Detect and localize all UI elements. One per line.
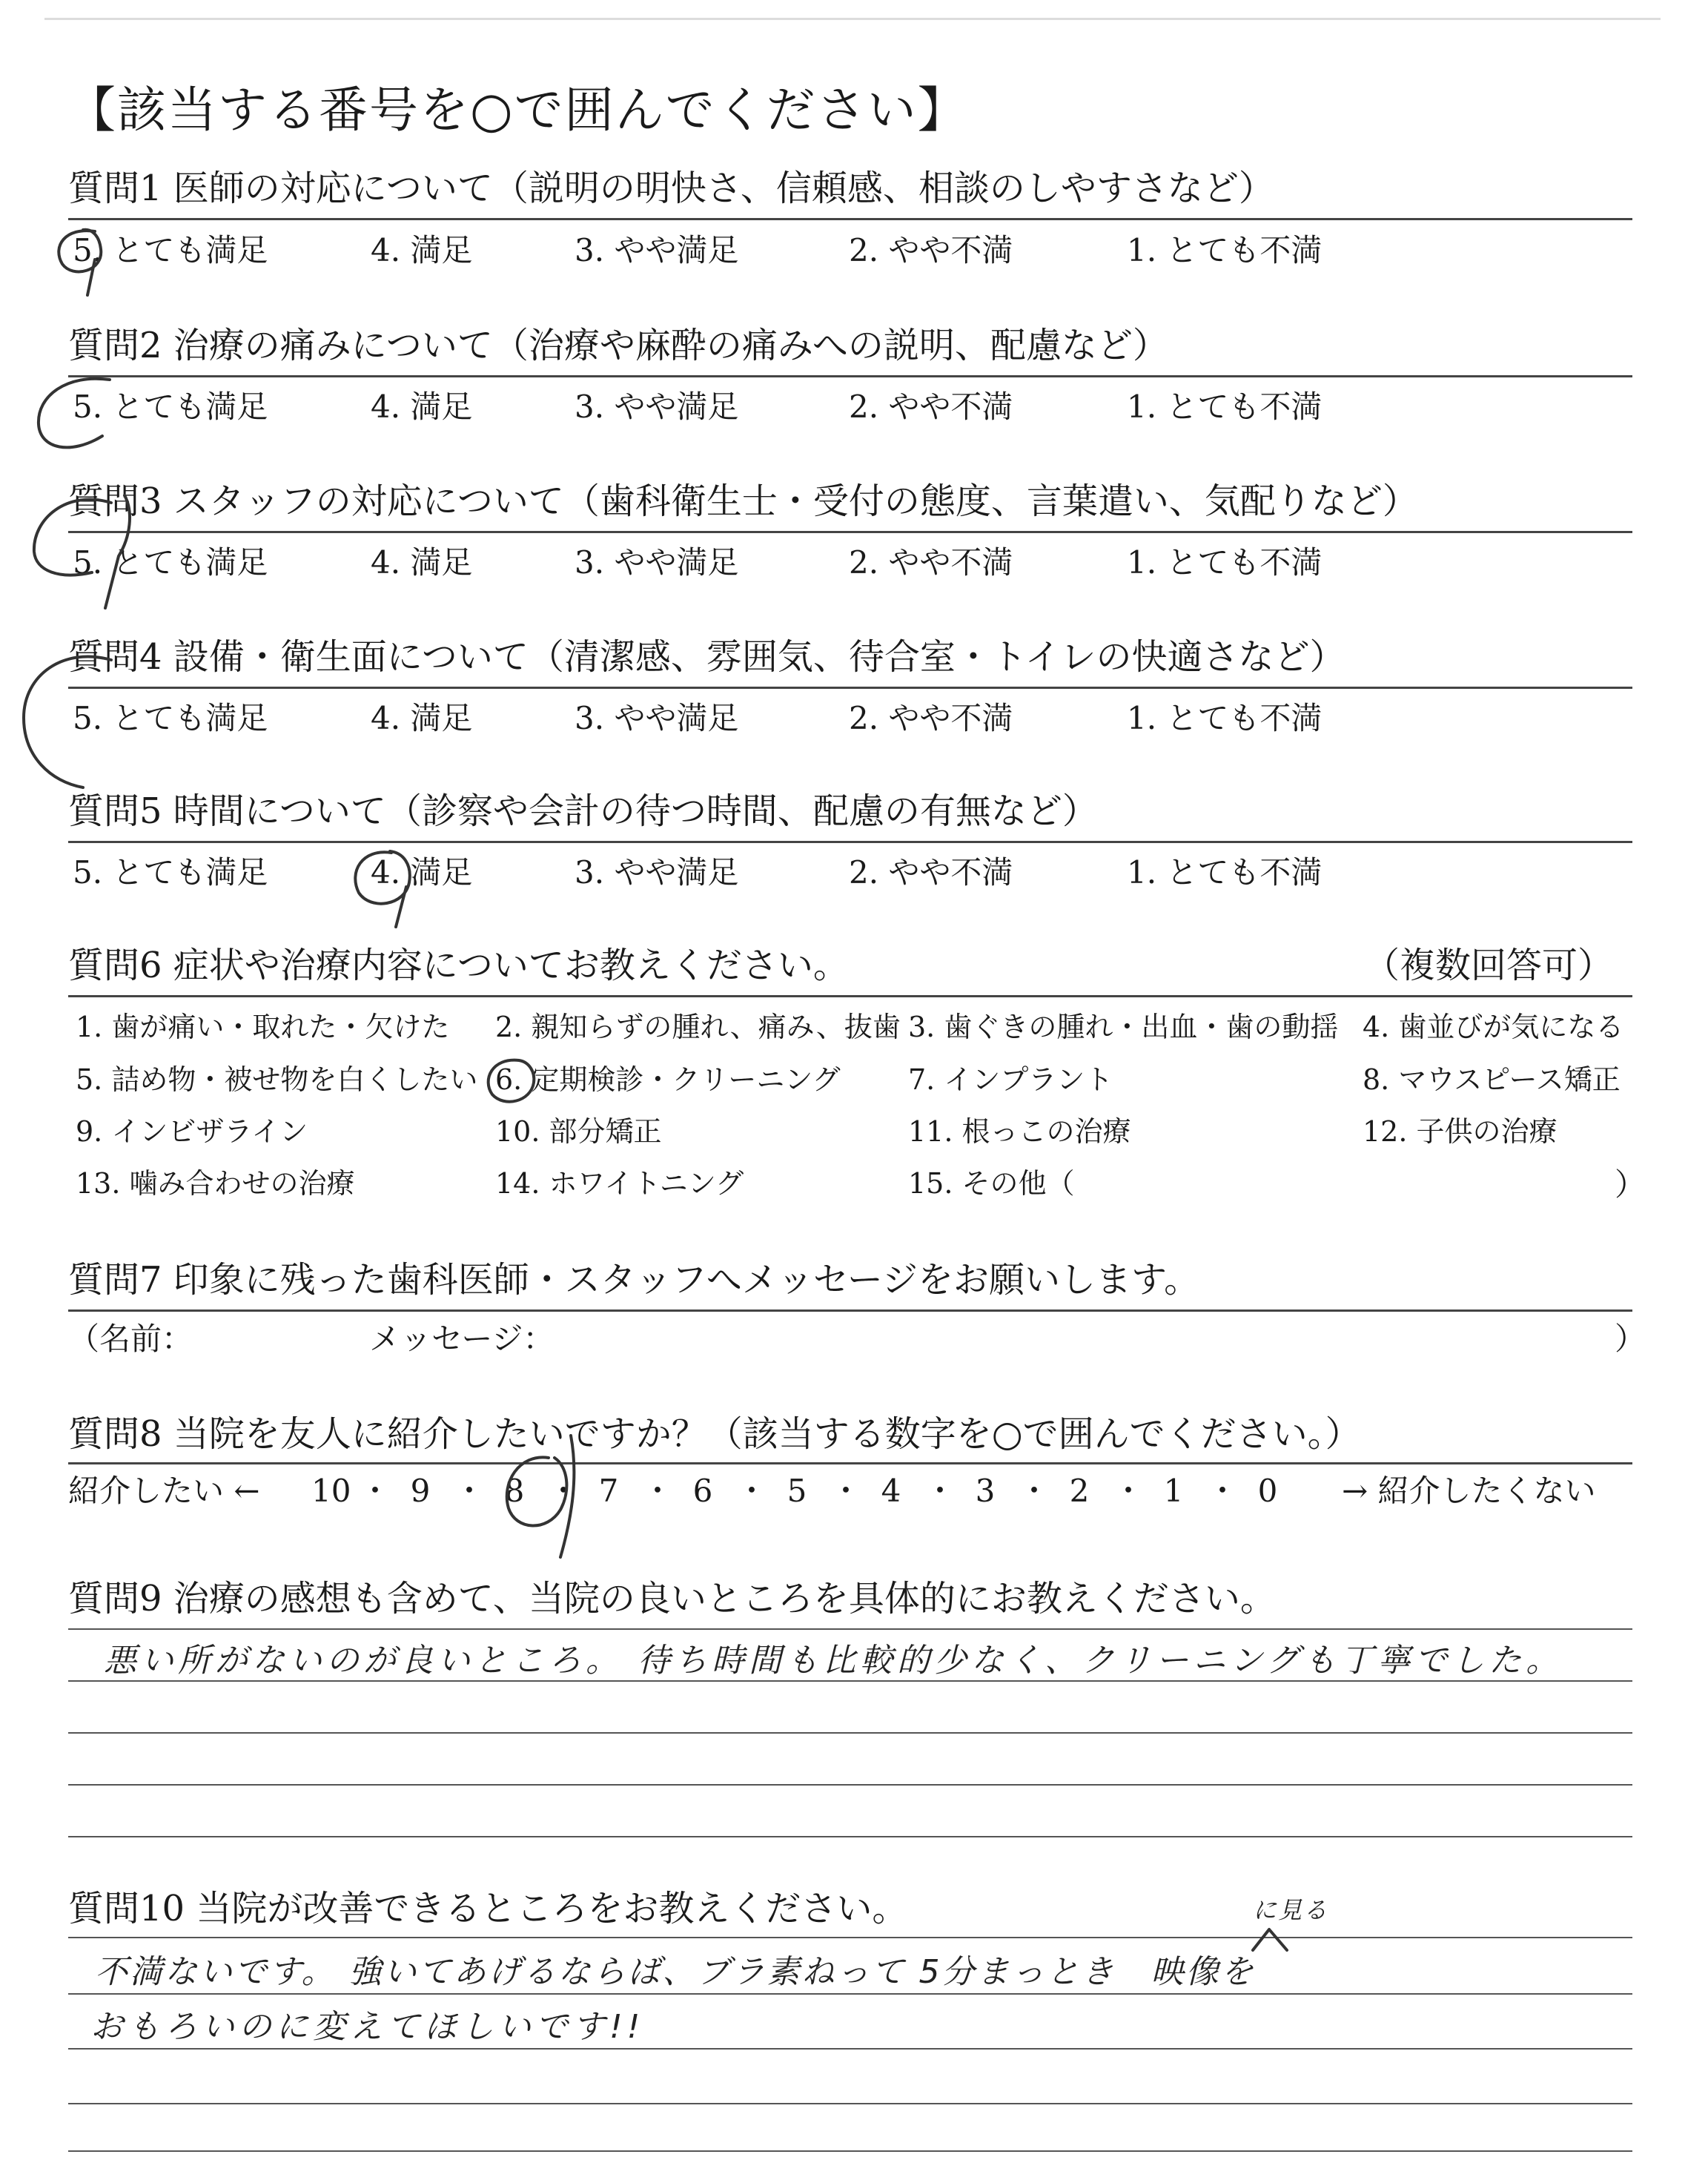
q6-rule (68, 995, 1632, 997)
q5-option-4[interactable]: 4. 満足 (371, 854, 473, 891)
q9-line-4 (68, 1784, 1632, 1786)
q8-scale-separator: ・ (1019, 1473, 1050, 1509)
q7-close-paren: ） (1615, 1321, 1646, 1357)
q4-option-1[interactable]: 1. とても不満 (1127, 700, 1323, 736)
q6-item-4[interactable]: 4. 歯並びが気になる (1363, 1011, 1624, 1043)
q6-item-2[interactable]: 2. 親知らずの腫れ、痛み、抜歯 (495, 1011, 901, 1043)
q3-option-5[interactable]: 5. とても満足 (73, 544, 268, 581)
q3-option-2[interactable]: 2. やや不満 (849, 544, 1013, 581)
q3-option-4[interactable]: 4. 満足 (371, 544, 473, 581)
q8-scale-value[interactable]: 7 (598, 1473, 619, 1509)
q1-option-4[interactable]: 4. 満足 (371, 232, 473, 268)
q1-option-5[interactable]: 5. とても満足 (73, 232, 268, 268)
q3-option-3[interactable]: 3. やや満足 (575, 544, 739, 581)
q6-item-11[interactable]: 11. 根っこの治療 (908, 1115, 1131, 1148)
q4-option-3[interactable]: 3. やや満足 (575, 700, 739, 736)
q8-scale-value[interactable]: 2 (1069, 1473, 1090, 1509)
q8-scale-separator: ・ (548, 1473, 580, 1509)
q1-option-2[interactable]: 2. やや不満 (849, 232, 1013, 268)
q10-line-3 (68, 2048, 1632, 2050)
q6-title: 質問6 症状や治療内容についてお教えください。 (68, 945, 849, 986)
q2-rule (68, 375, 1632, 377)
q8-scale-separator: ・ (360, 1473, 391, 1509)
q8-scale-separator: ・ (1207, 1473, 1239, 1509)
q8-scale-value[interactable]: 1 (1163, 1473, 1184, 1509)
q5-option-2[interactable]: 2. やや不満 (849, 854, 1013, 891)
q1-rule (68, 218, 1632, 220)
q7-title: 質問7 印象に残った歯科医師・スタッフへメッセージをお願いします。 (68, 1259, 1200, 1301)
q8-scale-separator: ・ (454, 1473, 486, 1509)
q1-title: 質問1 医師の対応について（説明の明快さ、信頼感、相談のしやすさなど） (68, 168, 1274, 209)
q8-scale-value[interactable]: 4 (881, 1473, 901, 1509)
q10-insert-note: に見る (1253, 1896, 1329, 1924)
q5-rule (68, 841, 1632, 843)
q5-option-1[interactable]: 1. とても不満 (1127, 854, 1323, 891)
q8-title: 質問8 当院を友人に紹介したいですか？（該当する数字を○で囲んでください。） (68, 1413, 1361, 1455)
page-heading: 【該当する番号を○で囲んでください】 (67, 82, 968, 139)
q6-item-14[interactable]: 14. ホワイトニング (495, 1167, 744, 1200)
q6-item-7[interactable]: 7. インプラント (908, 1063, 1113, 1096)
q9-line-3 (68, 1732, 1632, 1734)
q9-line-2 (68, 1680, 1632, 1682)
q8-scale-value[interactable]: 8 (504, 1473, 525, 1509)
q3-option-1[interactable]: 1. とても不満 (1127, 544, 1323, 581)
q1-option-3[interactable]: 3. やや満足 (575, 232, 739, 268)
q10-line-4 (68, 2103, 1632, 2104)
q3-rule (68, 531, 1632, 533)
q8-rule (68, 1462, 1632, 1464)
q6-item-8[interactable]: 8. マウスピース矯正 (1363, 1063, 1621, 1096)
q10-line-5 (68, 2150, 1632, 2152)
q10-line-2 (68, 1993, 1632, 1995)
q8-scale-value[interactable]: 0 (1257, 1473, 1278, 1509)
q5-option-5[interactable]: 5. とても満足 (73, 854, 268, 891)
q6-item-3[interactable]: 3. 歯ぐきの腫れ・出血・歯の動揺 (908, 1011, 1339, 1043)
q6-item-5[interactable]: 5. 詰め物・被せ物を白くしたい (76, 1063, 478, 1096)
q6-item-1[interactable]: 1. 歯が痛い・取れた・欠けた (76, 1011, 450, 1043)
q8-scale-separator: ・ (642, 1473, 674, 1509)
q6-item-13[interactable]: 13. 噛み合わせの治療 (76, 1167, 355, 1200)
q8-scale-separator: ・ (736, 1473, 768, 1509)
q3-title: 質問3 スタッフの対応について（歯科衛生士・受付の態度、言葉遣い、気配りなど） (68, 480, 1418, 522)
q10-line-1 (68, 1937, 1632, 1938)
q9-line-1 (68, 1628, 1632, 1630)
q4-option-4[interactable]: 4. 満足 (371, 700, 473, 736)
q4-title: 質問4 設備・衛生面について（清潔感、雰囲気、待合室・トイレの快適さなど） (68, 636, 1345, 678)
q6-item-15[interactable]: 15. その他（ (908, 1167, 1075, 1200)
q5-title: 質問5 時間について（診察や会計の待つ時間、配慮の有無など） (68, 790, 1098, 832)
q4-option-5[interactable]: 5. とても満足 (73, 700, 268, 736)
q2-title: 質問2 治療の痛みについて（治療や麻酔の痛みへの説明、配慮など） (68, 325, 1168, 366)
q8-scale-separator: ・ (924, 1473, 956, 1509)
q9-handwritten-answer: 悪い所がないのが良いところ。 待ち時間も比較的少なく、クリーニングも丁寧でした。 (104, 1642, 1563, 1680)
q2-option-4[interactable]: 4. 満足 (371, 389, 473, 425)
q10-handwritten-line-1: 不満ないです。 強いてあげるならば、ブラ素ねって 5分まっとき 映像を (95, 1953, 1256, 1991)
q8-scale-value[interactable]: 9 (410, 1473, 431, 1509)
q8-scale-value[interactable]: 5 (787, 1473, 807, 1509)
q8-scale-separator: ・ (830, 1473, 862, 1509)
q6-item-10[interactable]: 10. 部分矯正 (495, 1115, 662, 1148)
q8-right-label: → 紹介したくない (1342, 1473, 1596, 1509)
q2-option-1[interactable]: 1. とても不満 (1127, 389, 1323, 425)
q8-left-label: 紹介したい ← (68, 1473, 260, 1509)
q5-option-3[interactable]: 3. やや満足 (575, 854, 739, 891)
q7-name-label: （名前： (68, 1321, 193, 1357)
q6-item-6[interactable]: 6. 定期検診・クリーニング (495, 1063, 841, 1096)
q2-option-3[interactable]: 3. やや満足 (575, 389, 739, 425)
q10-title: 質問10 当院が改善できるところをお教えください。 (68, 1888, 908, 1929)
q4-option-2[interactable]: 2. やや不満 (849, 700, 1013, 736)
q9-title: 質問9 治療の感想も含めて、当院の良いところを具体的にお教えください。 (68, 1578, 1276, 1619)
q6-multiple-note: （複数回答可） (1364, 945, 1614, 986)
q6-item-9[interactable]: 9. インビザライン (76, 1115, 308, 1148)
top-border (44, 18, 1661, 20)
q8-scale-separator: ・ (1113, 1473, 1145, 1509)
q8-scale-value[interactable]: 6 (692, 1473, 713, 1509)
q7-rule (68, 1309, 1632, 1312)
q6-other-close-paren: ） (1615, 1166, 1646, 1203)
q6-item-12[interactable]: 12. 子供の治療 (1363, 1115, 1558, 1148)
q7-message-label: メッセージ： (369, 1321, 555, 1357)
q10-handwritten-line-2: おもろいのに変えてほしいです!! (90, 2008, 645, 2046)
q4-rule (68, 687, 1632, 689)
q1-option-1[interactable]: 1. とても不満 (1127, 232, 1323, 268)
q10-insert-caret (1253, 1929, 1287, 1950)
q8-scale-value[interactable]: 3 (975, 1473, 996, 1509)
q2-option-2[interactable]: 2. やや不満 (849, 389, 1013, 425)
q2-option-5[interactable]: 5. とても満足 (73, 389, 268, 425)
q9-line-5 (68, 1836, 1632, 1837)
q8-scale-value[interactable]: 10 (311, 1473, 351, 1509)
